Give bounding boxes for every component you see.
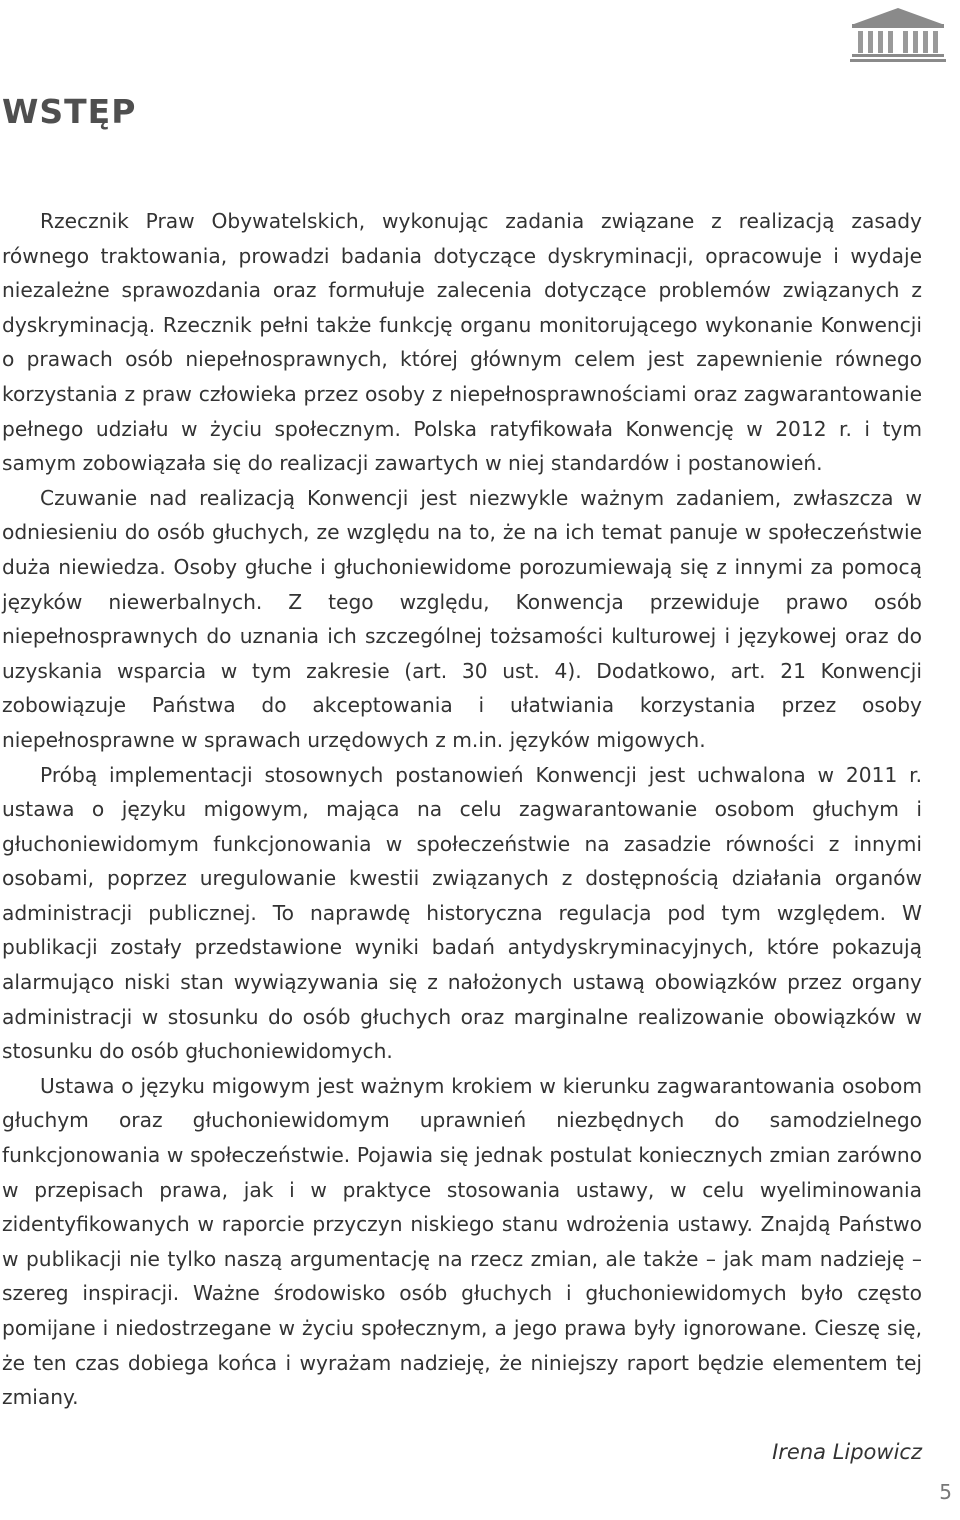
paragraph: Próbą implementacji stosownych postanowień Konwencji jest uchwalona w 2011 r. ustawa o języku migowym, mająca na celu zagwarantowanie osobom głuchym i głuchoniewidomym funkcjonowania w społeczeństwie na zasadzie równości z innymi osobami, poprzez uregulowanie kwestii związanych z dostępnością działania organów administracji publicznej. To naprawdę historyczna regulacja pod tym względem. W publikacji zostały przedstawione wyniki badań antydyskryminacyjnych, które pokazują alarmująco niski stan wywiązywania się z nałożonych ustawą obowiązków przez organy administracji w stosunku do osób głuchych oraz marginalne realizowanie obowiązków w stosunku do osób głuchoniewidomych. [2, 762, 922, 1064]
building-logo-icon [850, 6, 946, 64]
paragraph: Czuwanie nad realizacją Konwencji jest niezwykle ważnym zadaniem, zwłaszcza w odniesieniu do osób głuchych, ze względu na to, że na ich temat panuje w społeczeństwie duża niewiedza. Osoby głuche i głuchoniewidome porozumiewają się z innymi za pomocą języków niewerbalnych. Z tego względu, Konwencja przewiduje prawo osób niepełnosprawnych do uznania ich szczególnej tożsamości kulturowej i językowej oraz do uzyskania wsparcia w tym zakresie (art. 30 ust. 4). Dodatkowo, art. 21 Konwencji zobowiązuje Państwa do akceptowania i ułatwiania korzystania przez osoby niepełnosprawne w sprawach urzędowych z m.in. języków migowych. [2, 485, 922, 752]
paragraph: Rzecznik Praw Obywatelskich, wykonując zadania związane z realizacją zasady równego traktowania, prowadzi badania dotyczące dyskryminacji, opracowuje i wydaje niezależne sprawozdania oraz formułuje zalecenia dotyczące problemów związanych z dyskryminacją. Rzecznik pełni także funkcję organu monitorującego wykonanie Konwencji o prawach osób niepełnosprawnych, której głównym celem jest zapewnienie równego korzystania z praw człowieka przez osoby z niepełnosprawnościami oraz zagwarantowanie pełnego udziału w życiu społecznym. Polska ratyfikowała Konwencję w 2012 r. i tym samym zobowiązała się do realizacji zawartych w niej standardów i postanowień. [2, 209, 922, 476]
page-number: 5 [939, 1480, 952, 1504]
page-title: WSTĘP [2, 92, 137, 131]
paragraph: Ustawa o języku migowym jest ważnym krokiem w kierunku zagwarantowania osobom głuchym oraz głuchoniewidomym uprawnień niezbędnych do samodzielnego funkcjonowania w społeczeństwie. Pojawia się jednak postulat koniecznych zmian zarówno w przepisach prawa, jak i w praktyce stosowania ustawy, w celu wyeliminowania zidentyfikowanych w raporcie przyczyn niskiego stanu wdrożenia ustawy. Znajdą Państwo w publikacji nie tylko naszą argumentację na rzecz zmian, ale także – jak mam nadzieję – szereg inspiracji. Ważne środowisko osób głuchych i głuchoniewidomych było często pomijane i niedostrzegane w życiu społecznym, a jego prawa były ignorowane. Cieszę się, że ten czas dobiega końca i wyrażam nadzieję, że niniejszy raport będzie elementem tej zmiany. [2, 1073, 922, 1410]
intro-text [2, 204, 922, 1415]
author-signature: Irena Lipowicz [772, 1440, 922, 1464]
